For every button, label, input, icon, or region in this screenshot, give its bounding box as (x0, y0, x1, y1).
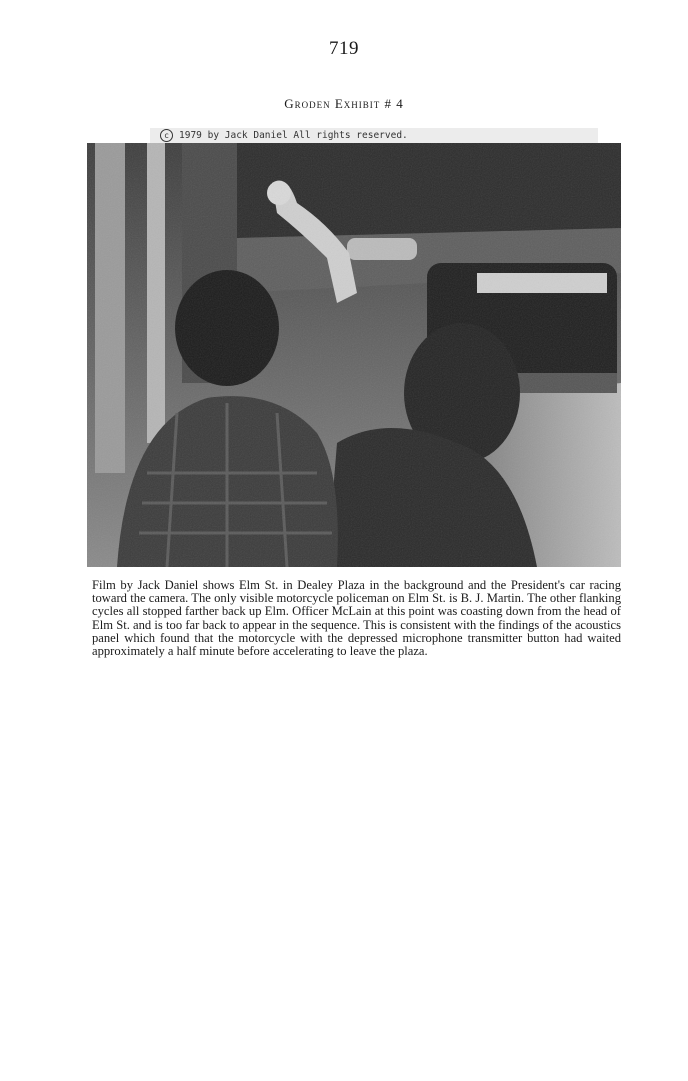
page-number: 719 (329, 38, 359, 59)
photo-caption: Film by Jack Daniel shows Elm St. in Dealey Plaza in the background and the President's car racing toward the camera. The only visible motorcycle policeman on Elm St. is B. J. Martin. The other flanking cycles all stopped farther back up Elm. Officer McLain at this point was coasting down from the head of Elm St. and is too far back to appear in the sequence. This is consistent with the findings of the acoustics panel which found that the motorcycle with the depressed microphone transmitter button had waited approximately a half minute before accelerating to leave the plaza. (92, 578, 621, 659)
copyright-notice: 1979 by Jack Daniel All rights reserved. (179, 130, 408, 141)
photo-scene (87, 143, 621, 567)
film-still-photo (87, 143, 621, 567)
copyright-strip (150, 128, 598, 144)
copyright-icon: c (160, 129, 173, 142)
film-grain (87, 143, 621, 567)
exhibit-title: Groden Exhibit # 4 (284, 96, 404, 111)
